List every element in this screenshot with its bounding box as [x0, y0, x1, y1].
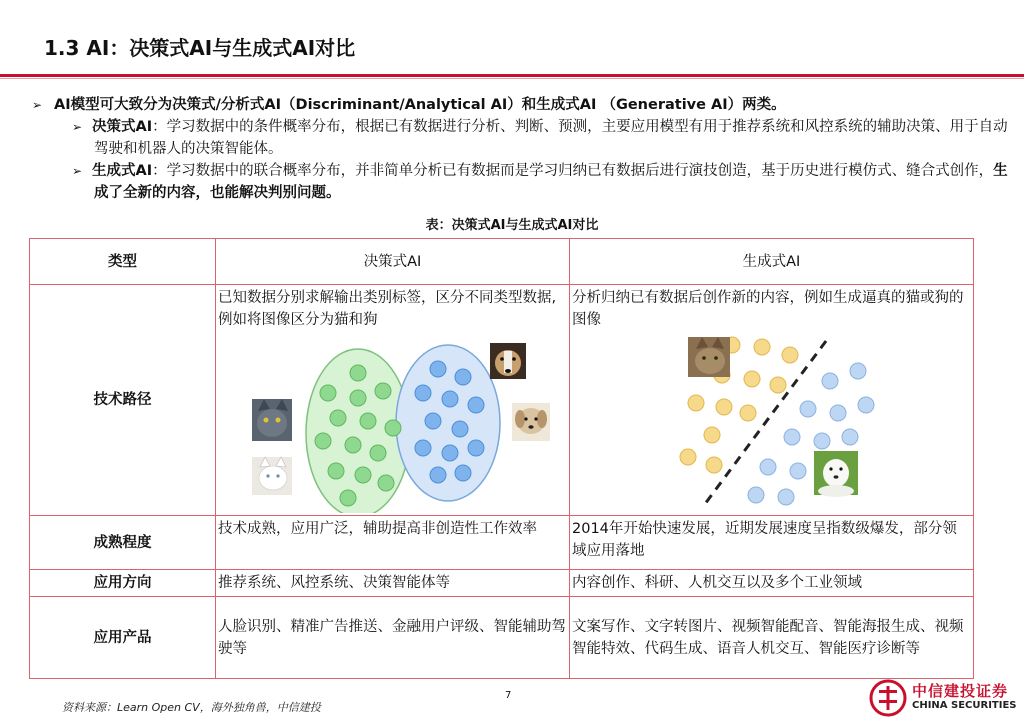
- header-decision-ai: 决策式AI: [216, 239, 570, 285]
- cell-decision: 技术成熟，应用广泛，辅助提高非创造性工作效率: [216, 516, 570, 570]
- row-label: 成熟程度: [30, 516, 216, 570]
- table-row: [30, 570, 974, 597]
- row-label: 技术路径: [30, 285, 216, 516]
- dog-photo-2: [512, 403, 550, 441]
- classification-diagram: [218, 333, 568, 513]
- generated-dog-photo: [814, 451, 858, 497]
- arrow-bullet-icon: ➢: [72, 164, 83, 178]
- source-note: 资料来源：Learn Open CV，海外独角兽，中信建投: [62, 701, 321, 714]
- cell-generative: 内容创作、科研、人机交互以及多个工业领域: [570, 570, 974, 597]
- table-row: [30, 516, 974, 570]
- cell-decision-text: 已知数据分别求解输出类别标签，区分不同类型数据,例如将图像区分为猫和狗: [218, 290, 557, 328]
- company-logo: [868, 678, 1018, 720]
- dog-photo-1: [490, 343, 526, 379]
- decision-figure: [218, 333, 567, 513]
- cell-decision: 推荐系统、风控系统、决策智能体等: [216, 570, 570, 597]
- header-generative-ai: 生成式AI: [570, 239, 974, 285]
- bullet-main: [32, 94, 1012, 116]
- row-label: 应用方向: [30, 570, 216, 597]
- bullet-generative-emphasis: 生成了全新的内容，也能解决判别问题。: [94, 163, 1008, 201]
- citic-logo-icon: [868, 678, 908, 718]
- page-title: 1.3 AI：决策式AI与生成式AI对比: [44, 36, 356, 60]
- title-divider-thin: [0, 78, 1024, 79]
- bullet-decision-label: 决策式AI: [92, 119, 153, 135]
- arrow-bullet-icon: ➢: [32, 98, 43, 112]
- table-row: [30, 285, 974, 516]
- generation-diagram: [572, 333, 972, 513]
- comparison-table: [29, 238, 974, 679]
- table-caption: 表：决策式AI与生成式AI对比: [425, 218, 599, 233]
- table-row: [30, 597, 974, 679]
- bullet-decision: [32, 116, 1012, 160]
- bullet-main-text: AI模型可大致分为决策式/分析式AI（Discriminant/Analytical AI）和生成式AI （Generative AI）两类。: [54, 97, 786, 113]
- bullet-generative-text: ：学习数据中的联合概率分布，并非简单分析已有数据而是学习归纳已有数据后进行演技创造，基于历史进行模仿式、缝合式创作，: [152, 163, 994, 179]
- cat-photo-2: [252, 457, 292, 495]
- bullet-decision-text: ：学习数据中的条件概率分布，根据已有数据进行分析、判断、预测，主要应用模型有用于推荐系统和风控系统的辅助决策、用于自动驾驶和机器人的决策智能体。: [94, 119, 1008, 157]
- logo-chinese-name: 中信建投证券: [912, 682, 1009, 700]
- cell-generative: 2014年开始快速发展，近期发展速度呈指数级爆发，部分领域应用落地: [570, 516, 974, 570]
- header-type: 类型: [30, 239, 216, 285]
- logo-english-name: CHINA SECURITIES: [912, 700, 1017, 711]
- cell-generative-text: 分析归纳已有数据后创作新的内容，例如生成逼真的猫或狗的图像: [572, 290, 964, 328]
- arrow-bullet-icon: ➢: [72, 120, 83, 134]
- generated-cat-photo: [688, 337, 730, 377]
- generative-figure: [572, 333, 971, 513]
- cell-decision: 人脸识别、精准广告推送、金融用户评级、智能辅助驾驶等: [216, 597, 570, 679]
- row-label: 应用产品: [30, 597, 216, 679]
- cell-generative: 文案写作、文字转图片、视频智能配音、智能海报生成、视频智能特效、代码生成、语音人机交互、智能医疗诊断等: [570, 597, 974, 679]
- cell-decision: [216, 285, 570, 516]
- bullet-generative: [32, 160, 1012, 204]
- blue-cluster-ellipse: [396, 345, 500, 501]
- bullet-list: [32, 94, 1012, 204]
- cat-photo-1: [252, 399, 292, 441]
- table-header-row: [30, 239, 974, 285]
- title-divider: [0, 74, 1024, 77]
- page-number: 7: [505, 690, 512, 701]
- bullet-generative-label: 生成式AI: [92, 163, 153, 179]
- cell-generative: [570, 285, 974, 516]
